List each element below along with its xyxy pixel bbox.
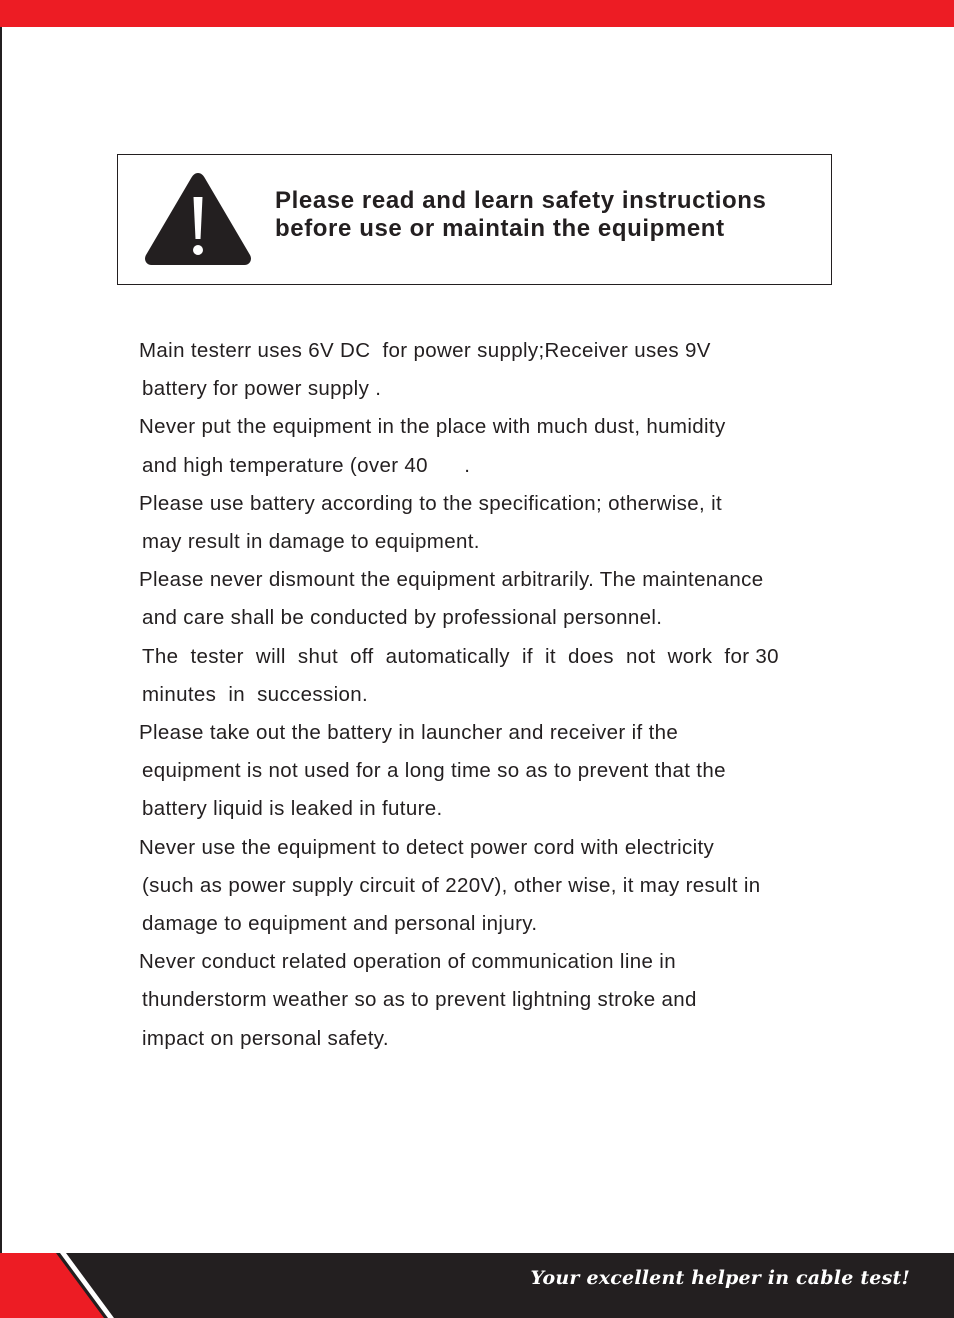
footer-bar [0,1253,954,1318]
instruction-line: impact on personal safety. [142,1026,389,1050]
safety-notice-line-2: before use or maintain the equipment [275,215,725,242]
instruction-item [139,943,899,1058]
instruction-line: Never put the equipment in the place with much dust, humidity [139,415,726,439]
instruction-line: Please take out the battery in launcher and receiver if the [139,721,679,745]
instruction-line: Please use battery according to the specification; otherwise, it [139,491,723,515]
instruction-line: thunderstorm weather so as to prevent lightning stroke and [142,988,697,1012]
instruction-line: Main testerr uses 6V DC for power supply;Receiver uses 9V [139,339,711,362]
instruction-line: Never use the equipment to detect power cord with electricity [139,835,715,859]
top-accent-bar [0,0,954,27]
footer-slogan: Your excellent helper in cable test! [530,1267,910,1289]
safety-notice-heading [275,187,766,243]
instruction-line: The tester will shut off automatically if it does not work for 30 [142,644,779,668]
instruction-item [139,485,899,561]
instruction-item [139,714,899,829]
instruction-item [139,638,899,714]
instruction-line: battery liquid is leaked in future. [142,797,443,821]
left-border-rule [0,27,2,1253]
instruction-line: (such as power supply circuit of 220V), other wise, it may result in [142,873,761,897]
warning-triangle-icon [142,169,254,269]
safety-notice-box [117,154,832,285]
safety-notice-line-1: Please read and learn safety instructions [275,187,767,214]
instruction-line: Please never dismount the equipment arbitrarily. The maintenance [139,568,764,592]
instruction-item [139,561,899,637]
instruction-item [139,408,899,484]
instruction-item [139,829,899,944]
instruction-line: Never conduct related operation of communication line in [139,950,676,974]
instruction-item [139,332,899,408]
instruction-line: and care shall be conducted by professional personnel. [142,606,663,630]
instruction-line: and high temperature (over 40 . [142,453,471,477]
instruction-line: damage to equipment and personal injury. [142,912,538,936]
instruction-line: battery for power supply . [142,377,382,401]
instruction-line: may result in damage to equipment. [142,530,480,554]
instruction-line: equipment is not used for a long time so as to prevent that the [142,759,726,783]
safety-instructions-list [139,332,899,1058]
instruction-line: minutes in succession. [142,682,369,706]
